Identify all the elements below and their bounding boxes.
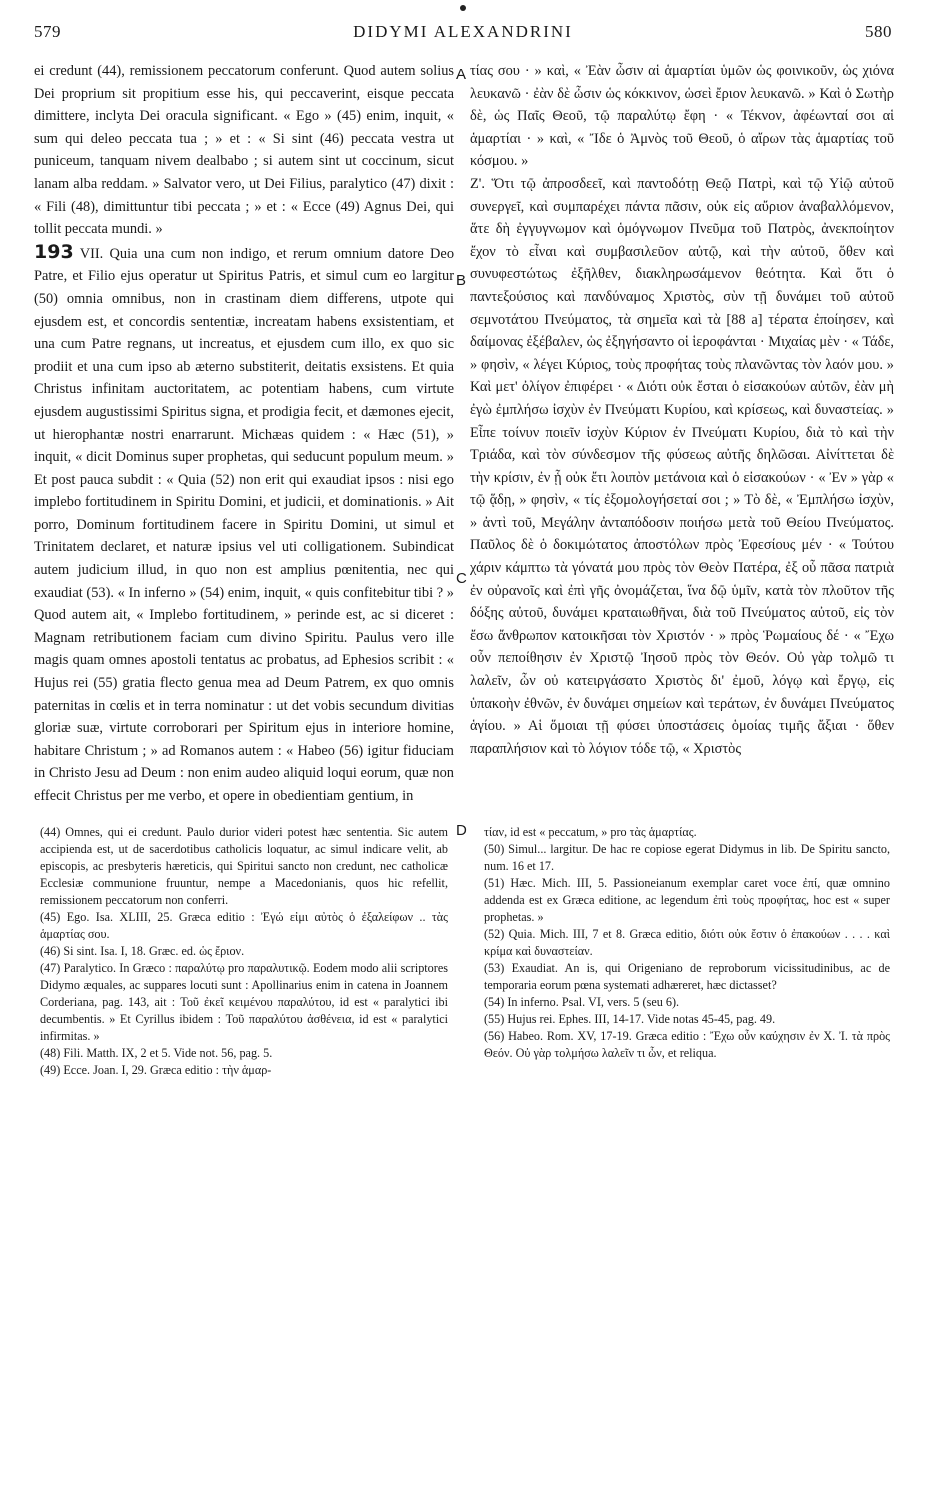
margin-marker-d: D: [456, 822, 467, 839]
page-number-right: 580: [864, 22, 892, 41]
greek-column: [470, 60, 894, 760]
footnote: τίαν, id est « peccatum, » pro τὰς ἁμαρτίας.: [484, 825, 697, 839]
footnote: (51) Hæc. Mich. III, 5. Passioneianum exemplar caret voce ἐπί, quæ omnino addenda est ex Græca editione, ac legendum ἐπὶ τοὺς προφήτας, hoc est « super prophetas. »: [484, 876, 890, 924]
running-header: [34, 22, 892, 46]
latin-column: [34, 60, 454, 808]
running-title: DIDYMI ALEXANDRINI: [353, 22, 573, 41]
page-dot: [460, 5, 466, 11]
footnote: (55) Hujus rei. Ephes. III, 14-17. Vide notas 45-45, pag. 49.: [484, 1012, 776, 1026]
page-number-left: 579: [34, 22, 61, 41]
footnote: (46) Si sint. Isa. I, 18. Græc. ed. ὡς ἔριον.: [40, 944, 245, 958]
greek-section-z: Ζ'. Ὅτι τῷ ἀπροσδεεῖ, καὶ παντοδότῃ Θεῷ Πατρὶ, καὶ τῷ Υἱῷ αὐτοῦ συνεργεῖ, καὶ συμπαρέχει πάντα πᾶσιν, οὐκ εἰς αὔριον ἀναβαλλόμενον, ἅτε δὴ ἐγγυγνωμον καὶ ὁμόγνωμον Πνεῦμα τοῦ Πατρὸς, ἀνεκποίητον ἔχον τὸ εἶναι καὶ συμβασιλεῦον αὐτῷ, καὶ τὴν αὐτοῦ, ὅθεν καὶ συνυφεστώτως ἐξῆλθεν, διακληρωσάμενον θεότητα. Καὶ ὅτι ὁ παντεξούσιος καὶ πανδύναμος Χριστὸς, σὺν τῇ δυνάμει τοῦ αὐτοῦ σεμνοτάτου Πνεύματος, τὰ σημεῖα καὶ τὰ [88 a] τέρατα ἐποίησεν, καὶ δαίμονας ἐξέβαλεν, ὡς ἐξηγήσαντο οἱ ἱεροφάνται · Μιχαίας μὲν · « Τάδε, » φησὶν, « λέγει Κύριος, τοὺς προφήτας τοὺς πλανῶντας τὸν λαόν μου. » Καὶ μετ' ὀλίγον ἐπιφέρει · « Διότι οὐκ ἔσται ὁ εἰσακούων αὐτῶν, ἐὰν μὴ ἐγὼ ἐμπλήσω ἰσχὺν ἐν Πνεύματι Κυρίου, καὶ κρίσεως, καὶ δυναστείας. » Εἶπε τοίνυν ποιεῖν ἰσχὺν Κύριον ἐν Πνεύματι Κυρίου, διὰ τὸ καὶ τὴν Τριάδα, καὶ τὸν σύνδεσμον τῆς φύσεως αὐτῆς δηλῶσαι. Αἰνίττεται δὲ τὴν κρίσιν, ἐν ᾗ οὐκ ἔτι λοιπὸν μετάνοια καὶ ὁ εἰσακούων · « Ἐν » γὰρ « τῷ ᾅδῃ, » φησὶν, « τίς ἐξομολογήσεταί σοι ; » Τὸ δὲ, « Ἐμπλήσω ἰσχὺν, » ἀντὶ τοῦ, Μεγάλην ἀνταπόδοσιν ποιήσω μετὰ τοῦ Θείου Πνεύματος. Παῦλος δὲ ὁ δοκιμώτατος ἀποστόλων πρὸς Ἐφεσίους μέν · « Τούτου χάριν κάμπτω τὰ γόνατά μου πρὸς τὸν Θεὸν Πατέρα, ἐξ οὗ πᾶσα πατριὰ ἐν οὐρανοῖς καὶ ἐπὶ γῆς ὀνομάζεται, ἵνα δῷ ὑμῖν, κατὰ τὸν πλοῦτον τῆς δόξης αὐτοῦ, δυνάμει κραταιωθῆναι, διὰ τοῦ Πνεύματος αὐτοῦ, εἰς τὸν ἔσω ἄνθρωπον κατοικῆσαι τὸν Χριστόν · » πρὸς Ῥωμαίους δέ · « Ἔχω οὖν πεποίθησιν ἐν Χριστῷ Ἰησοῦ πρὸς τὸν Θεόν. Οὐ γὰρ τολμῶ τι λαλεῖν, ὧν οὐ κατειργάσατο Χριστὸς δι' ἐμοῦ, λόγῳ καὶ ἔργῳ, εἰς ὑπακοὴν ἐθνῶν, ἐν δυνάμει σημείων καὶ τεράτων, ἐν δυνάμει Πνεύματος ἁγίου. » Αἱ ὅμοιαι τῇ φύσει ὑποστάσεις ὁμοίας τιμῆς ἄξιαι · ὅθεν παραπλήσιον καὶ τὸ λόγιον τόδε τῷ, « Χριστὸς: [470, 175, 894, 757]
margin-marker-b: B: [456, 272, 467, 289]
footnote: (44) Omnes, qui ei credunt. Paulo durior videri potest hæc sententia. Sic autem accipienda est, ut de sacerdotibus catholicis loquatur, ac simul indicare velit, ab episcopis, ac presbyteris hæreticis, qui Spiritui sancto non credunt, nec catholicæ Ecclesiæ communione fruuntur, nempe a Macedonianis, quos hic refellit, remissionem peccatorum non conferri.: [40, 825, 448, 907]
footnote: (50) Simul... largitur. De hac re copiose egerat Didymus in lib. De Spiritu sancto, num. 16 et 17.: [484, 842, 890, 873]
latin-section-vii: [34, 241, 454, 808]
footnote: (54) In inferno. Psal. VI, vers. 5 (seu 6).: [484, 995, 680, 1009]
latin-section-text: VII. Quia una cum non indigo, et rerum omnium datore Deo Patre, et Filio ejus operatur ut Spiritus Patris, et simul cum eo largitur (50) omnia omnibus, non in crastinam diem differens, utpote qui ejusdem est, et concordis sententiæ, increatam habens exsistentiam, et una cum Patre regnans, ut increatus, et ejusdem cum illo, ex quo sic prodiit et una cum ipso ab æterno substiterit, deitatis exsistens. Et quia Christus infinitam auctoritatem, ac potentiam habens, cum virtute ejusdem augustissimi Spiritus signa, et prodigia fecit, et dæmones ejecit, ut hierophantæ nostri enarrarunt. Michæas quidem : « Hæc (51), » inquit, « dicit Dominus super prophetas, qui seducunt populum meum. » Et post pauca subdit : « Quia (52) non erit qui exaudiat ipsos : nisi ego implebo fortitudinem in Spiritu Domini, et judicii, et dominationis. » Ait porro, Dominum fortitudinem facere in Spiritu Domini, ut simul et Trinitatem declaret, et naturæ ipsius vel uti colligationem. Subindicat autem judicium illud, in quo non est amplius pœnitentia, nec qui exaudiat (53). « In inferno » (54) enim, inquit, « quis confitebitur tibi ? » Quod autem ait, « Implebo fortitudinem, » perinde est, ac si diceret : Magnam retributionem faciam cum divino Spiritu. Paulus vero ille magis quam omnes apostoli tentatus ac probatus, ad Ephesios scribit : « Hujus rei (55) gratia flecto genua mea ad Deum Patrem, ex quo omnis paternitas in cœlis et in terra nominatur : ut det vobis secundum divitias gloriæ suæ, virtute corroborari per Spiritum ejus in interiore homine, habitare Christum ; » ad Romanos autem : « Habeo (56) igitur fiduciam in Christo Jesu ad Deum : non enim audeo aliquid loqui eorum, quæ non effecit Christus per me verbo, et opere in obedientiam gentium, in: [34, 245, 454, 804]
margin-marker-a: A: [456, 66, 467, 83]
footnote: (52) Quia. Mich. III, 7 et 8. Græca editio, διότι οὐκ ἔστιν ὁ ἐπακούων . . . . καὶ κρίμα καὶ δυναστείαν.: [484, 927, 890, 958]
footnote: (49) Ecce. Joan. I, 29. Græca editio : τὴν ἁμαρ-: [40, 1063, 272, 1077]
greek-opening-text: τίας σου · » καὶ, « Ἐὰν ὦσιν αἱ ἁμαρτίαι ὑμῶν ὡς φοινικοῦν, ὡς χιόνα λευκανῶ · ἐὰν δὲ ὦσιν ὡς κόκκινον, ὡσεὶ ἔριον λευκανῶ. » Καὶ ὁ Σωτὴρ δὲ, ὡς Παῖς Θεοῦ, τῷ παραλύτῳ ἔφη · « Τέκνον, ἀφέωνταί σοι αἱ ἁμαρτίαι · » καὶ, « Ἴδε ὁ Ἀμνὸς τοῦ Θεοῦ, ὁ αἴρων τὰς ἁμαρτίας τοῦ κόσμου. »: [470, 63, 894, 170]
footnote: (47) Paralytico. In Græco : παραλύτῳ pro παραλυτικῷ. Eodem modo alii scriptores Didymo æquales, ac suppares locuti sunt : Apollinarius enim in catena in Joannem Corderiana, pag. 143, ait : Τοῦ ἐκεῖ κειμένου παραλύτου, id est « paralytici ibi decumbentis. » Et Cyrillus ibidem : Τοῦ παραλύτου ἀσθένεια, id est « paralytici infirmitas. »: [40, 961, 448, 1043]
footnote: (48) Fili. Matth. IX, 2 et 5. Vide not. 56, pag. 5.: [40, 1046, 273, 1060]
footnote: (45) Ego. Isa. XLIII, 25. Græca editio : Ἐγώ εἰμι αὐτὸς ὁ ἐξαλείφων .. τὰς ἁμαρτίας σου.: [40, 910, 448, 941]
footnote: (56) Habeo. Rom. XV, 17-19. Græca editio : Ἔχω οὖν καύχησιν ἐν Χ. Ἰ. τὰ πρὸς Θεόν. Οὐ γὰρ τολμήσω λαλεῖν τι ὧν, et reliqua.: [484, 1029, 890, 1060]
footnote: (53) Exaudiat. An is, qui Origeniano de reproborum vicissitudinibus, ac de temporaria eorum pœna systemati adhæreret, hæc dictasset?: [484, 961, 890, 992]
section-number: 193: [34, 240, 74, 263]
latin-opening-text: ei credunt (44), remissionem peccatorum conferunt. Quod autem solius Dei proprium sit propitium esse his, qui peccaverint, eisque peccata dimittere, inclyta Dei oracula significant. « Ego » (45) enim, inquit, « sum qui deleo peccata tua ; » et : « Si sint (46) peccata vestra ut puniceum, tanquam nivem dealbabo ; si autem sint ut coccinum, sicut lanam alba reddam. » Salvator vero, ut Dei Filius, paralytico (47) dixit : « Fili (48), dimittuntur tibi peccata ; » et : « Ecce (49) Agnus Dei, qui tollit peccata mundi. »: [34, 63, 454, 238]
margin-marker-c: C: [456, 570, 467, 587]
footnotes-left: [40, 824, 448, 1079]
footnotes-right: [484, 824, 890, 1062]
